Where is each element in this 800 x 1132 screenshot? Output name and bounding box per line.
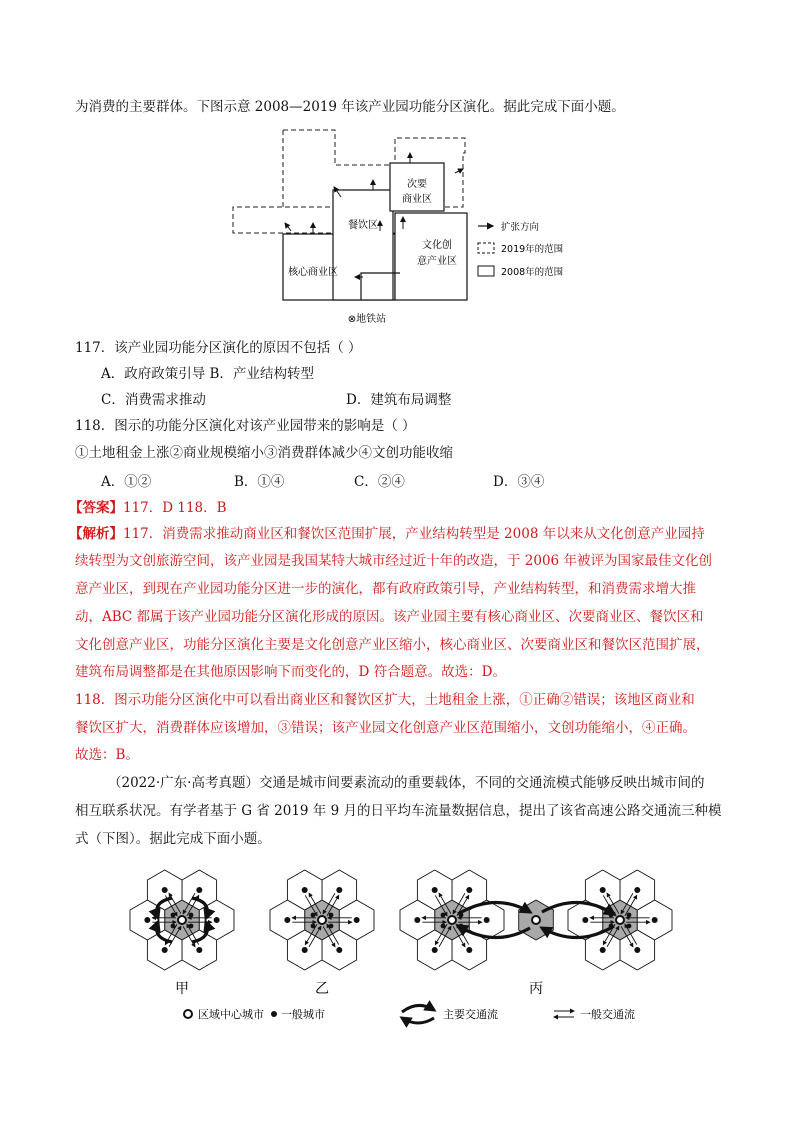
general-city: [441, 913, 446, 918]
legend-figure2: [184, 1005, 635, 1023]
label-hexin: 核心商业区: [288, 267, 338, 278]
general-city: [284, 917, 290, 923]
general-city: [354, 917, 360, 923]
q118-option-b: B．①④: [234, 474, 285, 490]
general-city: [466, 887, 472, 893]
general-city: [459, 924, 464, 929]
center-city: [616, 916, 624, 924]
general-city: [627, 913, 632, 918]
q118-option-c: C．②④: [354, 474, 405, 490]
general-city: [432, 947, 438, 953]
general-city: [329, 913, 334, 918]
general-city: [432, 887, 438, 893]
legend-expand: 扩张方向: [501, 222, 540, 233]
analysis-line-5: 建筑布局调整都是在其他原因影响下而变化的，D 符合题意。故选：D。: [75, 664, 506, 680]
legend-main-flow: 主要交通流: [443, 1008, 498, 1021]
general-city: [609, 913, 614, 918]
general-city: [162, 947, 168, 953]
legend-center-city: 区域中心城市: [198, 1008, 264, 1021]
intro-text: 为消费的主要群体。下图示意 2008—2019 年该产业园功能分区演化。据此完成下面小题。: [75, 99, 625, 115]
panel-label-yi: 乙: [315, 981, 329, 997]
legend-dashed-icon: [478, 243, 494, 253]
hex-grid: [130, 870, 672, 970]
general-city: [311, 913, 316, 918]
q2022-line-0: （2022·广东·高考真题）交通是城市间要素流动的重要载体，不同的交通流模式能够反映出城市间的: [108, 775, 705, 791]
general-city: [609, 924, 614, 929]
legend-main-flow-icon: [402, 1005, 434, 1023]
label-ciyao-1: 次要: [407, 179, 427, 190]
analysis-line-7: 餐饮区扩大，消费群体应该增加，③错误；该产业园文化创意产业区范围缩小，文创功能缩小，④正确。: [75, 720, 696, 736]
general-city: [414, 917, 420, 923]
general-city: [600, 887, 606, 893]
general-city: [329, 924, 334, 929]
general-city: [627, 924, 632, 929]
general-city: [336, 947, 342, 953]
answer-line: [69, 498, 227, 518]
general-city: [171, 913, 176, 918]
answer-text: 117．D 118．B: [123, 500, 227, 516]
general-city: [302, 887, 308, 893]
label-ditie: ⊗地铁站: [347, 314, 387, 325]
zone-canyin: [333, 190, 393, 300]
general-city: [189, 924, 194, 929]
analysis-text-0: 117．消费需求推动商业区和餐饮区范围扩展，产业结构转型是 2008 年以来从文化创意产业园持: [123, 526, 705, 542]
label-canyin: 餐饮区: [348, 220, 378, 231]
general-city: [171, 924, 176, 929]
general-city: [484, 917, 490, 923]
general-city: [459, 913, 464, 918]
general-city: [144, 917, 150, 923]
general-city: [466, 947, 472, 953]
general-city: [634, 887, 640, 893]
center-city: [532, 916, 540, 924]
figure-park-zones: [225, 125, 585, 330]
legend-center-city-icon: [184, 1010, 192, 1018]
label-wenhua-2: 意产业区: [417, 256, 457, 267]
analysis-label: 【解析】: [69, 526, 123, 542]
general-city: [634, 947, 640, 953]
label-wenhua-1: 文化创: [422, 240, 452, 251]
legend-general-city: 一般城市: [281, 1008, 325, 1021]
answer-label: 【答案】: [69, 500, 123, 516]
label-ciyao-2: 商业区: [402, 194, 432, 205]
analysis-line-3: 动，ABC 都属于该产业园功能分区演化形成的原因。该产业园主要有核心商业区、次要商业区、餐饮区和: [75, 609, 704, 625]
q117-option-ab: A．政府政策引导 B．产业结构转型: [101, 366, 314, 382]
legend-2019: 2019年的范围: [501, 244, 564, 255]
analysis-line-2: 意产业区，到现在产业园功能分区进一步的演化，都有政府政策引导，产业结构转型，和消费需求增大推: [75, 581, 696, 597]
q118-stem: 118．图示的功能分区演化对该产业园带来的影响是（ ）: [75, 418, 416, 434]
general-city: [189, 913, 194, 918]
q117-stem: 117．该产业园功能分区演化的原因不包括（ ）: [75, 340, 362, 356]
analysis-line-4: 文化创意产业区，功能分区演化主要是文化创意产业区缩小，核心商业区、次要商业区和餐饮区范围扩展，: [75, 637, 710, 653]
general-city: [196, 887, 202, 893]
q118-option-d: D．③④: [493, 474, 545, 490]
panel-label-bing: 丙: [529, 981, 543, 997]
general-city: [600, 947, 606, 953]
general-city: [214, 917, 220, 923]
general-city: [196, 947, 202, 953]
general-city: [302, 947, 308, 953]
q2022-line-1: 相互联系状况。有学者基于 G 省 2019 年 9 月的日平均车流量数据信息，提出了该省高速公路交通流三种模: [75, 803, 722, 819]
general-city: [336, 887, 342, 893]
legend-figure1: [478, 221, 563, 278]
center-city: [178, 916, 186, 924]
general-city: [582, 917, 588, 923]
analysis-line-0: [69, 524, 705, 544]
legend-general-flow-icon: [554, 1011, 574, 1017]
legend-general-flow: 一般交通流: [580, 1008, 635, 1021]
q118-option-a: A．①②: [101, 474, 152, 490]
center-city: [318, 916, 326, 924]
center-city: [448, 916, 456, 924]
q118-choices: ①土地租金上涨②商业规模缩小③消费群体减少④文创功能收缩: [75, 445, 453, 461]
analysis-line-8: 故选：B。: [75, 747, 139, 763]
legend-solid-icon: [478, 266, 494, 276]
figure-traffic-modes: [100, 862, 700, 1030]
general-city: [441, 924, 446, 929]
general-city: [311, 924, 316, 929]
legend-general-city-icon: [271, 1011, 277, 1017]
analysis-line-1: 续转型为文创旅游空间，该产业园是我国某特大城市经过近十年的改造，于 2006 年被评为国家最佳文化创: [75, 553, 712, 569]
general-city: [652, 917, 658, 923]
legend-2008: 2008年的范围: [501, 267, 564, 278]
analysis-line-6: 118．图示功能分区演化中可以看出商业区和餐饮区扩大，土地租金上涨，①正确②错误；该地区商业和: [75, 692, 695, 708]
panel-label-jia: 甲: [175, 981, 189, 997]
q2022-line-2: 式（下图）。据此完成下面小题。: [75, 831, 271, 847]
q117-option-c: C．消费需求推动: [101, 392, 206, 408]
q117-option-d: D．建筑布局调整: [346, 392, 452, 408]
general-city: [162, 887, 168, 893]
